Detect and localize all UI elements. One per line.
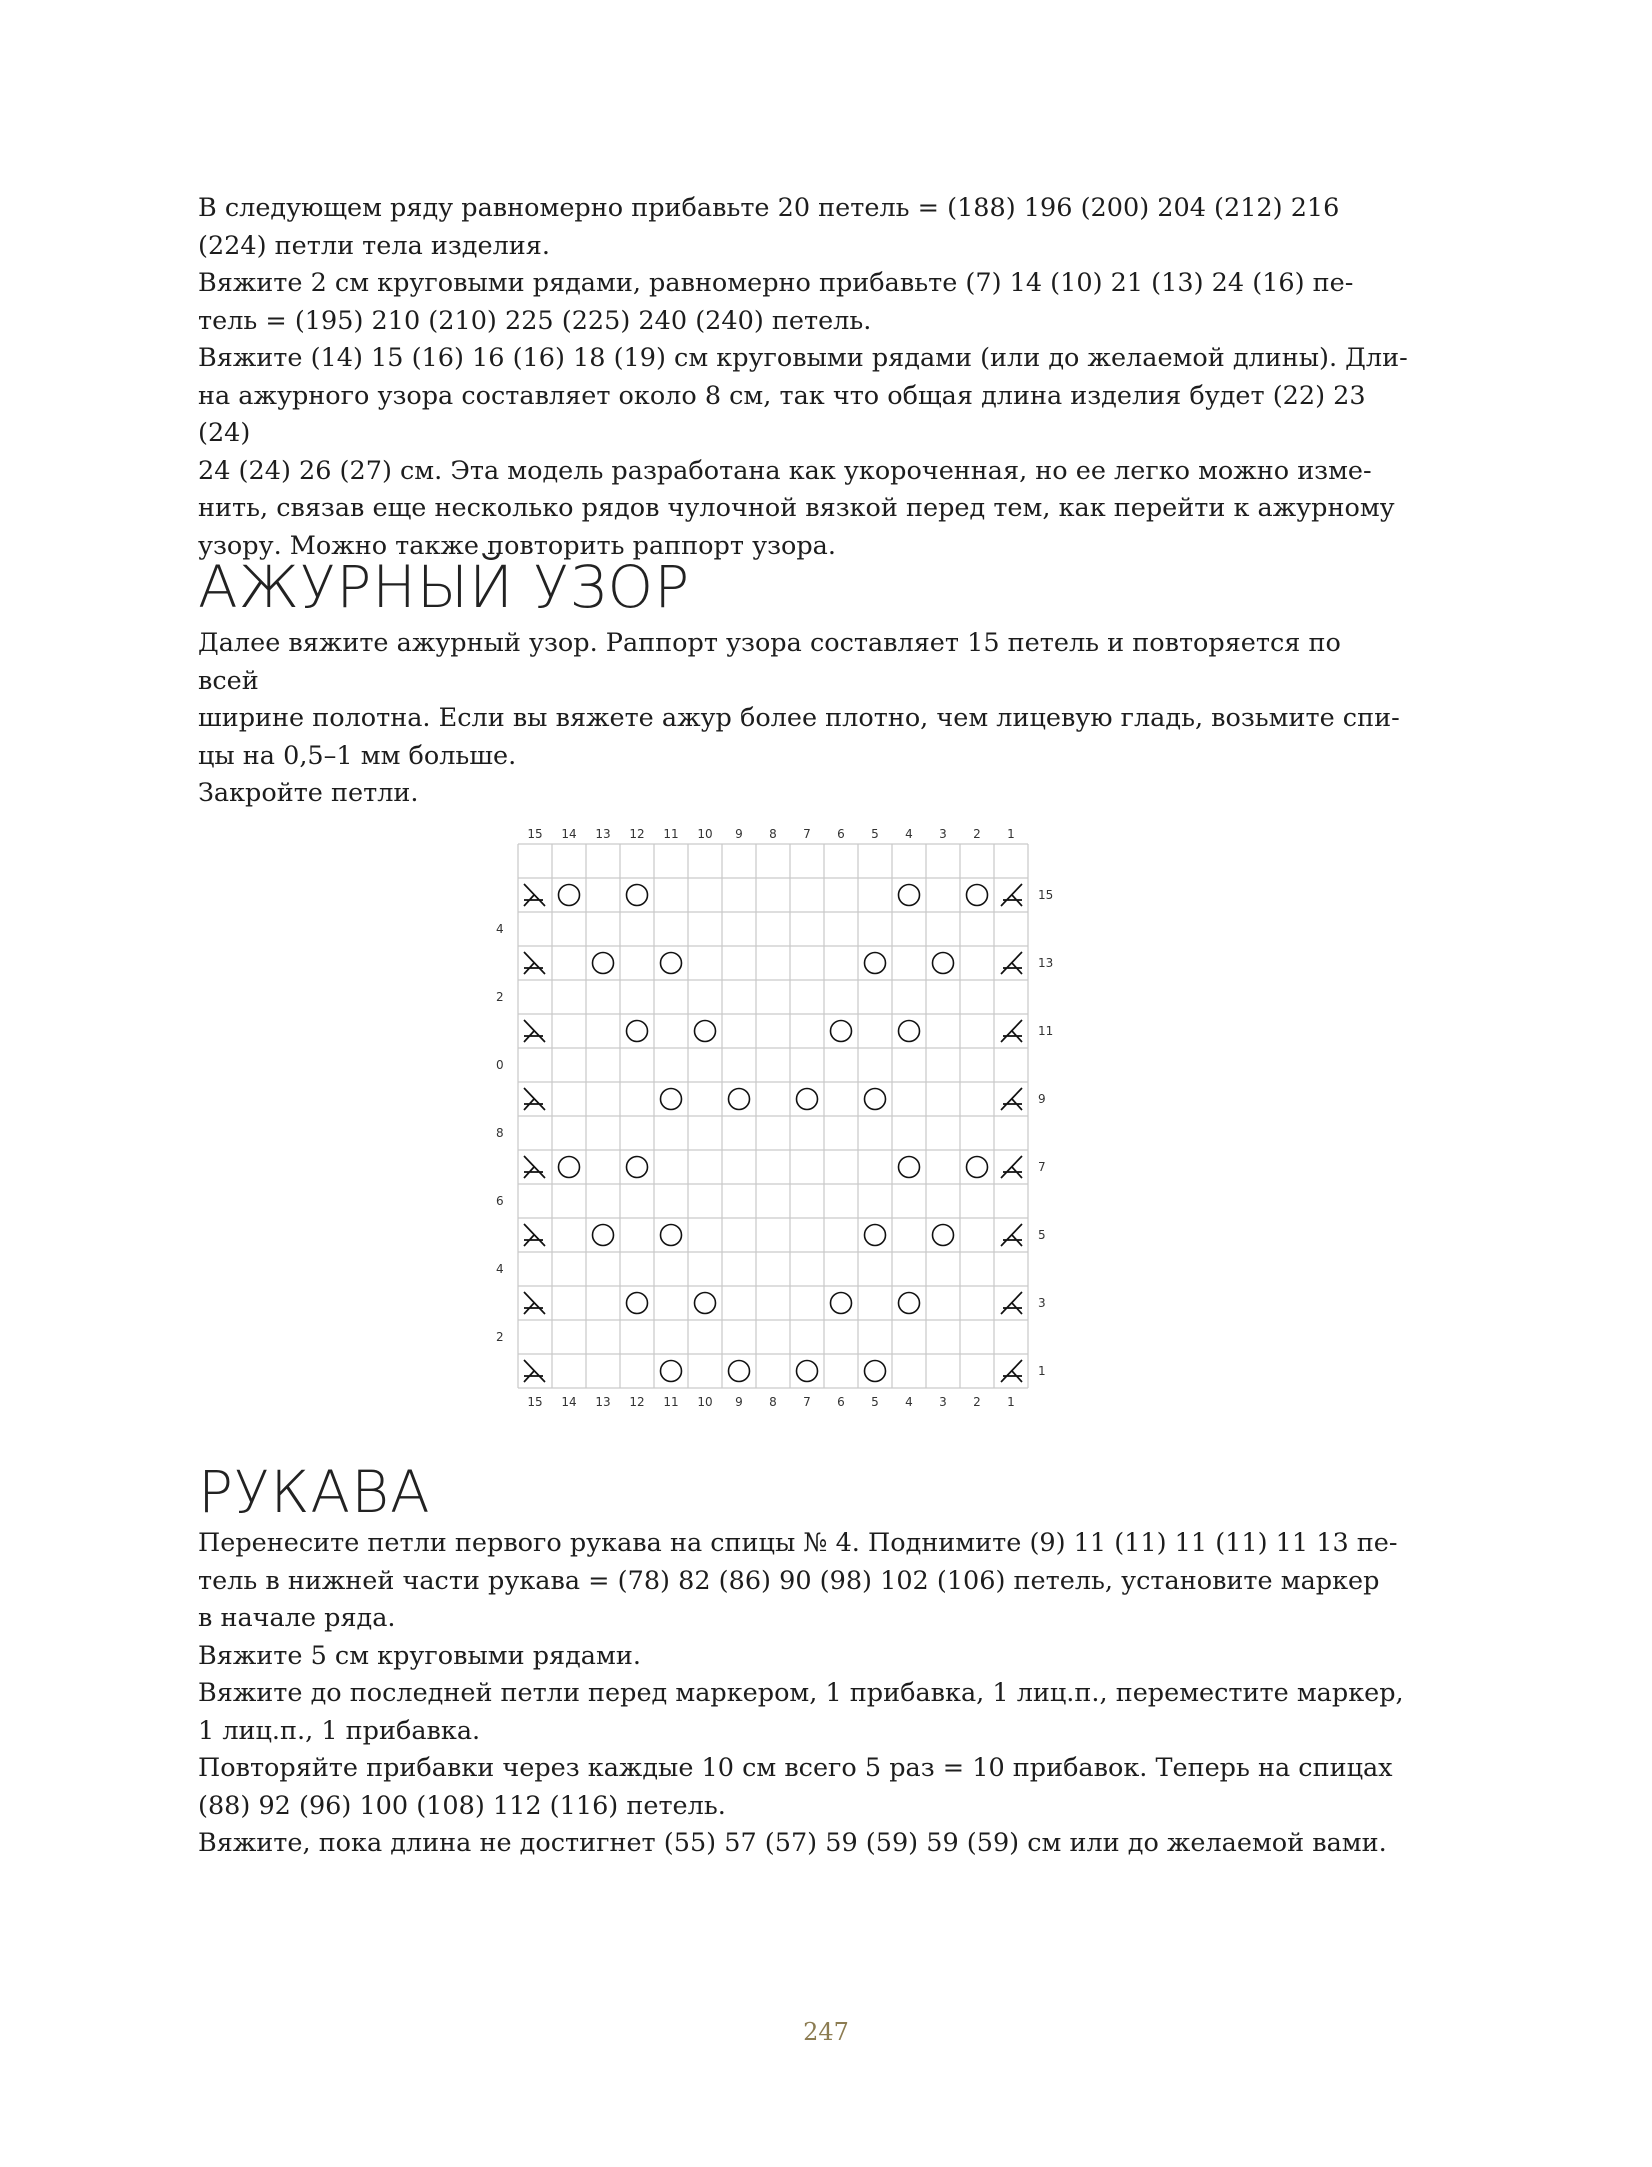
chart-row-label: 13	[1038, 956, 1054, 970]
chart-decrease-right	[1001, 1224, 1022, 1246]
chart-row-label: 4	[496, 1262, 504, 1276]
chart-yarn-over	[899, 1157, 920, 1178]
chart-yarn-over	[865, 1089, 886, 1110]
chart-decrease-right	[1001, 1156, 1022, 1178]
text-line: нить, связав еще несколько рядов чулочной вязкой перед тем, как перейти к ажурному	[198, 493, 1395, 523]
chart-yarn-over	[729, 1361, 750, 1382]
page-number: 247	[803, 2018, 849, 2046]
chart-column-label: 15	[527, 1395, 543, 1409]
chart-yarn-over	[627, 1021, 648, 1042]
text-line: Вяжите до последней петли перед маркером, 1 прибавка, 1 лиц.п., переместите маркер,	[198, 1678, 1404, 1708]
chart-yarn-over	[865, 953, 886, 974]
text-line: Закройте петли.	[198, 778, 419, 808]
chart-yarn-over	[661, 1225, 682, 1246]
chart-yarn-over	[967, 1157, 988, 1178]
chart-yarn-over	[661, 1361, 682, 1382]
chart-column-label: 8	[769, 1395, 777, 1409]
chart-decrease-left	[524, 1088, 545, 1110]
intro-paragraph	[198, 190, 1408, 565]
chart-column-label: 10	[697, 827, 713, 841]
text-line: узору. Можно также повторить раппорт узора.	[198, 530, 836, 561]
chart-column-label: 11	[663, 1395, 679, 1409]
chart-column-label: 1	[1007, 1395, 1015, 1409]
chart-column-label: 14	[561, 1395, 577, 1409]
section-heading-sleeves: РУКАВА	[198, 1458, 431, 1526]
chart-decrease-left	[524, 884, 545, 906]
chart-decrease-right	[1001, 1020, 1022, 1042]
chart-decrease-right	[1001, 1088, 1022, 1110]
text-line: тель в нижней части рукава = (78) 82 (86) 90 (98) 102 (106) петель, установите маркер	[198, 1565, 1380, 1596]
chart-column-label: 13	[595, 827, 611, 841]
chart-column-label: 13	[595, 1395, 611, 1409]
chart-yarn-over	[933, 953, 954, 974]
chart-yarn-over	[559, 1157, 580, 1178]
chart-column-label: 6	[837, 1395, 845, 1409]
chart-yarn-over	[593, 953, 614, 974]
chart-column-label: 2	[973, 827, 981, 841]
chart-yarn-over	[661, 1089, 682, 1110]
text-line: Повторяйте прибавки через каждые 10 см всего 5 раз = 10 прибавок. Теперь на спицах	[198, 1753, 1393, 1783]
chart-column-label: 12	[629, 827, 645, 841]
text-line: Далее вяжите ажурный узор. Раппорт узора составляет 15 петель и повторяется по всей	[198, 628, 1341, 696]
lace-chart-svg	[490, 820, 1070, 1409]
chart-column-label: 10	[697, 1395, 713, 1409]
chart-column-label: 4	[905, 1395, 913, 1409]
chart-row-label: 11	[1038, 1024, 1054, 1038]
chart-column-label: 1	[1007, 827, 1015, 841]
chart-decrease-left	[524, 1224, 545, 1246]
chart-column-label: 3	[939, 1395, 947, 1409]
text-line: 24 (24) 26 (27) см. Эта модель разработана как укороченная, но ее легко можно изме-	[198, 455, 1372, 486]
chart-decrease-left	[524, 1292, 545, 1314]
chart-yarn-over	[831, 1021, 852, 1042]
chart-yarn-over	[627, 885, 648, 906]
chart-yarn-over	[695, 1293, 716, 1314]
text-line: Вяжите 5 см круговыми рядами.	[198, 1640, 641, 1671]
text-line: тель = (195) 210 (210) 225 (225) 240 (240) петель.	[198, 305, 872, 336]
chart-yarn-over	[729, 1089, 750, 1110]
text-line: Перенесите петли первого рукава на спицы № 4. Поднимите (9) 11 (11) 11 (11) 11 13 пе-	[198, 1528, 1398, 1558]
text-line: 1 лиц.п., 1 прибавка.	[198, 1715, 481, 1746]
chart-column-label: 5	[871, 827, 879, 841]
chart-yarn-over	[593, 1225, 614, 1246]
chart-yarn-over	[661, 953, 682, 974]
chart-column-label: 2	[973, 1395, 981, 1409]
lace-pattern-paragraph	[198, 625, 1408, 813]
chart-yarn-over	[559, 885, 580, 906]
chart-decrease-right	[1001, 884, 1022, 906]
chart-row-label: 7	[1038, 1160, 1046, 1174]
chart-decrease-left	[524, 1156, 545, 1178]
chart-column-label: 9	[735, 827, 743, 841]
chart-row-label: 0	[496, 1058, 504, 1072]
chart-column-label: 9	[735, 1395, 743, 1409]
chart-decrease-right	[1001, 952, 1022, 974]
text-line: в начале ряда.	[198, 1603, 396, 1633]
sleeves-paragraph	[198, 1525, 1408, 1863]
text-line: на ажурного узора составляет около 8 см, так что общая длина изделия будет (22) 23 (24)	[198, 380, 1366, 448]
chart-row-label: 2	[496, 990, 504, 1004]
chart-row-label: 2	[496, 1330, 504, 1344]
text-line: цы на 0,5–1 мм больше.	[198, 740, 517, 771]
chart-column-label: 11	[663, 827, 679, 841]
chart-decrease-right	[1001, 1292, 1022, 1314]
chart-row-label: 6	[496, 1194, 504, 1208]
chart-decrease-left	[524, 1360, 545, 1382]
chart-column-label: 8	[769, 827, 777, 841]
chart-yarn-over	[865, 1361, 886, 1382]
chart-yarn-over	[899, 1021, 920, 1042]
chart-yarn-over	[797, 1361, 818, 1382]
chart-yarn-over	[627, 1157, 648, 1178]
chart-row-label: 1	[1038, 1364, 1046, 1378]
chart-row-label: 9	[1038, 1092, 1046, 1106]
text-line: Вяжите 2 см круговыми рядами, равномерно прибавьте (7) 14 (10) 21 (13) 24 (16) пе-	[198, 268, 1354, 298]
chart-yarn-over	[627, 1293, 648, 1314]
chart-yarn-over	[865, 1225, 886, 1246]
chart-row-label: 8	[496, 1126, 504, 1140]
chart-column-label: 12	[629, 1395, 645, 1409]
text-line: В следующем ряду равномерно прибавьте 20 петель = (188) 196 (200) 204 (212) 216	[198, 193, 1340, 223]
chart-yarn-over	[797, 1089, 818, 1110]
text-line: Вяжите, пока длина не достигнет (55) 57 (57) 59 (59) 59 (59) см или до желаемой вами.	[198, 1828, 1387, 1858]
chart-decrease-left	[524, 1020, 545, 1042]
section-heading-lace-pattern: АЖУРНЫЙ УЗОР	[198, 553, 691, 621]
chart-yarn-over	[695, 1021, 716, 1042]
chart-column-label: 5	[871, 1395, 879, 1409]
chart-column-label: 7	[803, 1395, 811, 1409]
chart-row-label: 4	[496, 922, 504, 936]
text-line: Вяжите (14) 15 (16) 16 (16) 18 (19) см круговыми рядами (или до желаемой длины). Дли-	[198, 343, 1408, 373]
chart-yarn-over	[933, 1225, 954, 1246]
chart-yarn-over	[899, 1293, 920, 1314]
chart-row-label: 5	[1038, 1228, 1046, 1242]
chart-column-label: 15	[527, 827, 543, 841]
text-line: (224) петли тела изделия.	[198, 230, 550, 261]
chart-column-label: 14	[561, 827, 577, 841]
text-line: (88) 92 (96) 100 (108) 112 (116) петель.	[198, 1790, 726, 1821]
chart-yarn-over	[967, 885, 988, 906]
chart-column-label: 7	[803, 827, 811, 841]
chart-decrease-left	[524, 952, 545, 974]
chart-row-label: 3	[1038, 1296, 1046, 1310]
chart-column-label: 6	[837, 827, 845, 841]
chart-row-label: 15	[1038, 888, 1054, 902]
chart-column-label: 4	[905, 827, 913, 841]
chart-decrease-right	[1001, 1360, 1022, 1382]
chart-yarn-over	[831, 1293, 852, 1314]
chart-column-label: 3	[939, 827, 947, 841]
chart-yarn-over	[899, 885, 920, 906]
lace-pattern-chart	[490, 820, 1070, 1409]
text-line: ширине полотна. Если вы вяжете ажур более плотно, чем лицевую гладь, возьмите спи-	[198, 703, 1400, 733]
